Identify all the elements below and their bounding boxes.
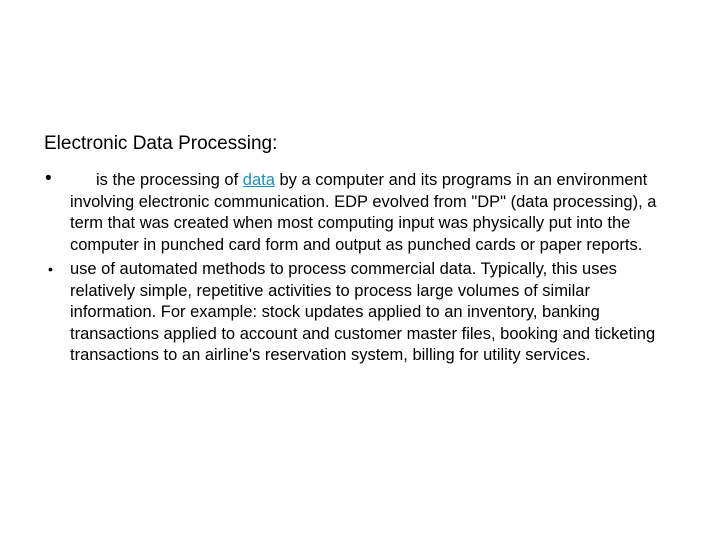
data-link[interactable]: data xyxy=(242,171,275,189)
bullet-text xyxy=(70,171,656,254)
list-item xyxy=(0,170,670,256)
bullet-text-after-link: by a computer and its programs in an environment involving electronic communication. EDP evolved from "DP" (data processing), a term that was created when most computing input was physically put into the computer in punched card form and output as punched cards or paper reports. xyxy=(70,171,657,254)
bullet-text: use of automated methods to process commercial data. Typically, this uses relatively simple, repetitive activities to process large volumes of similar information. For example: stock updates applied to an inventory, banking transactions applied to account and customer master files, booking and ticketing transactions to an airline's reservation system, billing for utility services. xyxy=(70,260,656,364)
slide-title: Electronic Data Processing: xyxy=(44,133,278,154)
bullet-list xyxy=(0,170,720,370)
bullet-text-before-link: is the processing of xyxy=(96,171,239,189)
bullet-icon: • xyxy=(48,261,53,277)
bullet-icon: • xyxy=(45,168,52,189)
list-item xyxy=(0,259,670,367)
